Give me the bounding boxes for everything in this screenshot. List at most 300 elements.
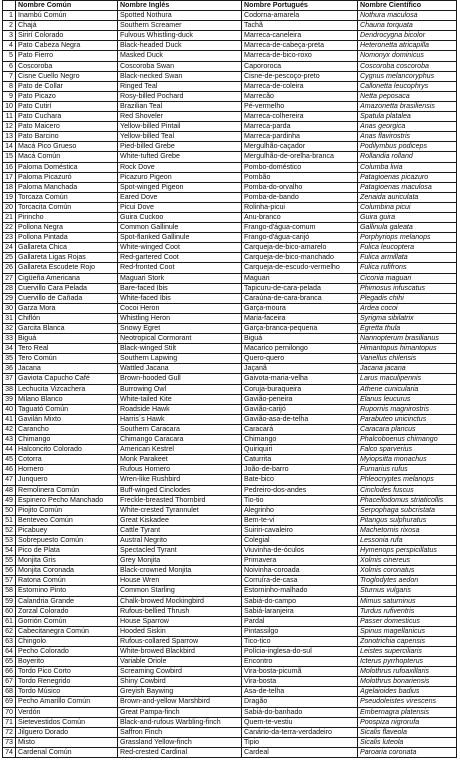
portuguese-name-cell: Polícia-inglesa-do-sul bbox=[242, 647, 358, 657]
row-number: 11 bbox=[3, 112, 16, 122]
table-header-row bbox=[3, 1, 457, 11]
portuguese-name-cell: Quem-te-vestiu bbox=[242, 717, 358, 727]
scientific-name-cell: Himantopus himantopus bbox=[358, 344, 457, 354]
scientific-name-cell: Jacana jacana bbox=[358, 364, 457, 374]
common-name-cell: Zorzal Colorado bbox=[16, 606, 118, 616]
common-name-cell: Ratona Común bbox=[16, 576, 118, 586]
scientific-name-cell: Sturnus vulgaris bbox=[358, 586, 457, 596]
english-name-cell: Brown-and-yellow Marshbird bbox=[118, 697, 242, 707]
portuguese-name-cell: Marreca-caneleira bbox=[242, 31, 358, 41]
table-row bbox=[3, 546, 457, 556]
portuguese-name-cell: Carqueja-de-bico-manchado bbox=[242, 253, 358, 263]
english-name-cell: Saffron Finch bbox=[118, 727, 242, 737]
portuguese-name-cell: Marreca-de-coleira bbox=[242, 81, 358, 91]
english-name-cell: Spectacled Tyrant bbox=[118, 546, 242, 556]
scientific-name-cell: Sicalis luteola bbox=[358, 737, 457, 747]
common-name-cell: Macá Común bbox=[16, 152, 118, 162]
table-row bbox=[3, 566, 457, 576]
scientific-name-cell: Nannopterum brasilianus bbox=[358, 334, 457, 344]
row-number: 66 bbox=[3, 667, 16, 677]
common-name-cell: Torcacita Común bbox=[16, 202, 118, 212]
english-name-cell: Brazilian Teal bbox=[118, 101, 242, 111]
scientific-name-cell: Icterus pyrrhopterus bbox=[358, 657, 457, 667]
table-row bbox=[3, 283, 457, 293]
table-row bbox=[3, 414, 457, 424]
table-row bbox=[3, 132, 457, 142]
scientific-name-cell: Patagioenas picazuro bbox=[358, 172, 457, 182]
row-number: 69 bbox=[3, 697, 16, 707]
row-number: 39 bbox=[3, 394, 16, 404]
table-row bbox=[3, 202, 457, 212]
scientific-name-cell: Fulica rufifrons bbox=[358, 263, 457, 273]
scientific-name-cell: Plegadis chihi bbox=[358, 293, 457, 303]
scientific-name-cell: Gallinula galeata bbox=[358, 223, 457, 233]
table-row bbox=[3, 677, 457, 687]
common-name-cell: Pico de Plata bbox=[16, 546, 118, 556]
scientific-name-cell: Zenaida auriculata bbox=[358, 192, 457, 202]
common-name-cell: Pecho Amarillo Común bbox=[16, 697, 118, 707]
row-number: 6 bbox=[3, 61, 16, 71]
portuguese-name-cell: Marrecão bbox=[242, 91, 358, 101]
table-row bbox=[3, 394, 457, 404]
common-name-cell: Gallareta Chica bbox=[16, 243, 118, 253]
species-table bbox=[2, 0, 457, 758]
table-row bbox=[3, 162, 457, 172]
scientific-name-cell: Phacellodomus striaticollis bbox=[358, 495, 457, 505]
table-row bbox=[3, 253, 457, 263]
english-name-cell: Yellow-billed Teal bbox=[118, 132, 242, 142]
scientific-name-cell: Mimus saturninus bbox=[358, 596, 457, 606]
portuguese-name-cell: Dragão bbox=[242, 697, 358, 707]
portuguese-name-cell: Maguari bbox=[242, 273, 358, 283]
portuguese-name-cell: Gaivota-maria-velha bbox=[242, 374, 358, 384]
english-name-cell: Coscoroba Swan bbox=[118, 61, 242, 71]
table-row bbox=[3, 647, 457, 657]
row-number: 29 bbox=[3, 293, 16, 303]
portuguese-name-cell: Marreca-de-bico-roxo bbox=[242, 51, 358, 61]
row-number: 63 bbox=[3, 636, 16, 646]
table-row bbox=[3, 324, 457, 334]
portuguese-name-cell: Biguá bbox=[242, 334, 358, 344]
scientific-name-cell: Callonetta leucophrys bbox=[358, 81, 457, 91]
common-name-cell: Macá Pico Grueso bbox=[16, 142, 118, 152]
portuguese-name-cell: Primavera bbox=[242, 556, 358, 566]
english-name-cell: Chimango Caracara bbox=[118, 435, 242, 445]
common-name-cell: Hornero bbox=[16, 465, 118, 475]
common-name-cell: Chajá bbox=[16, 21, 118, 31]
portuguese-name-cell: Carqueja-de-escudo-vermelho bbox=[242, 263, 358, 273]
scientific-name-cell: Lessonia rufa bbox=[358, 535, 457, 545]
common-name-cell: Sobrepuesto Común bbox=[16, 535, 118, 545]
english-name-cell: Shiny Cowbird bbox=[118, 677, 242, 687]
scientific-name-cell: Fulica leucoptera bbox=[358, 243, 457, 253]
table-row bbox=[3, 535, 457, 545]
scientific-name-cell: Hymenops perspicillatus bbox=[358, 546, 457, 556]
common-name-cell: Estornino Pinto bbox=[16, 586, 118, 596]
scientific-name-cell: Columbina picui bbox=[358, 202, 457, 212]
scientific-name-cell: Chauna torquata bbox=[358, 21, 457, 31]
scientific-name-cell: Pitangus sulphuratus bbox=[358, 515, 457, 525]
scientific-name-cell: Leistes superciliaris bbox=[358, 647, 457, 657]
table-row bbox=[3, 455, 457, 465]
english-name-cell: Grey Monjita bbox=[118, 556, 242, 566]
portuguese-name-cell: Pedreiro-dos-andes bbox=[242, 485, 358, 495]
scientific-name-cell: Poospiza nigrorufa bbox=[358, 717, 457, 727]
row-number: 50 bbox=[3, 505, 16, 515]
row-number: 49 bbox=[3, 495, 16, 505]
common-name-cell: Cigüeña Americana bbox=[16, 273, 118, 283]
common-name-cell: Cisne Cuello Negro bbox=[16, 71, 118, 81]
english-name-cell: Southern Caracara bbox=[118, 424, 242, 434]
row-number: 61 bbox=[3, 616, 16, 626]
table-row bbox=[3, 697, 457, 707]
portuguese-name-cell: Capororoca bbox=[242, 61, 358, 71]
scientific-name-cell: Dendrocygna bicolor bbox=[358, 31, 457, 41]
english-name-cell: Rufous-bellied Thrush bbox=[118, 606, 242, 616]
scientific-name-cell: Rupornis magnirostris bbox=[358, 404, 457, 414]
scientific-name-cell: Ardea cocoi bbox=[358, 303, 457, 313]
common-name-cell: Pato Cabeza Negra bbox=[16, 41, 118, 51]
english-name-cell: Black-crowned Monjita bbox=[118, 566, 242, 576]
common-name-cell: Pato Picazo bbox=[16, 91, 118, 101]
table-row bbox=[3, 41, 457, 51]
portuguese-name-cell: Quiriquiri bbox=[242, 445, 358, 455]
table-row bbox=[3, 515, 457, 525]
column-header-english-name: Nombre Inglés bbox=[118, 1, 242, 11]
row-number: 62 bbox=[3, 626, 16, 636]
scientific-name-cell: Rollandia rolland bbox=[358, 152, 457, 162]
portuguese-name-cell: Vira-bosta bbox=[242, 677, 358, 687]
row-number: 56 bbox=[3, 566, 16, 576]
portuguese-name-cell: Noivinha-coroada bbox=[242, 566, 358, 576]
portuguese-name-cell: Garça-moura bbox=[242, 303, 358, 313]
english-name-cell: Rosy-billed Pochard bbox=[118, 91, 242, 101]
portuguese-name-cell: Vira-bosta-picumã bbox=[242, 667, 358, 677]
english-name-cell: White-crested Tyrannulet bbox=[118, 505, 242, 515]
table-row bbox=[3, 112, 457, 122]
scientific-name-cell: Cygnus melancoryphus bbox=[358, 71, 457, 81]
english-name-cell: Chalk-browed Mockingbird bbox=[118, 596, 242, 606]
scientific-name-cell: Columba livia bbox=[358, 162, 457, 172]
table-row bbox=[3, 525, 457, 535]
portuguese-name-cell: Sabiá-do-banhado bbox=[242, 707, 358, 717]
english-name-cell: Grassland Yellow-finch bbox=[118, 737, 242, 747]
table-row bbox=[3, 596, 457, 606]
portuguese-name-cell: Estorninho-malhado bbox=[242, 586, 358, 596]
scientific-name-cell: Zonotrichia capensis bbox=[358, 636, 457, 646]
table-row bbox=[3, 91, 457, 101]
portuguese-name-cell: Tico-tico bbox=[242, 636, 358, 646]
row-number: 30 bbox=[3, 303, 16, 313]
table-row bbox=[3, 616, 457, 626]
portuguese-name-cell: Codorna-amarela bbox=[242, 11, 358, 21]
row-number: 13 bbox=[3, 132, 16, 142]
english-name-cell: Buff-winged Cinclodes bbox=[118, 485, 242, 495]
row-number: 25 bbox=[3, 253, 16, 263]
english-name-cell: Black-necked Swan bbox=[118, 71, 242, 81]
common-name-cell: Calandria Grande bbox=[16, 596, 118, 606]
row-number: 24 bbox=[3, 243, 16, 253]
table-row bbox=[3, 556, 457, 566]
english-name-cell: White-tailed Kite bbox=[118, 394, 242, 404]
english-name-cell: Hooded Siskin bbox=[118, 626, 242, 636]
scientific-name-cell: Phleocryptes melanops bbox=[358, 475, 457, 485]
scientific-name-cell: Anas georgica bbox=[358, 122, 457, 132]
scientific-name-cell: Agelaioides badius bbox=[358, 687, 457, 697]
scientific-name-cell: Myiopsitta monachus bbox=[358, 455, 457, 465]
table-row bbox=[3, 152, 457, 162]
english-name-cell: Southern Lapwing bbox=[118, 354, 242, 364]
row-number: 59 bbox=[3, 596, 16, 606]
portuguese-name-cell: Coruja-buraqueira bbox=[242, 384, 358, 394]
english-name-cell: Common Starling bbox=[118, 586, 242, 596]
row-number: 52 bbox=[3, 525, 16, 535]
common-name-cell: Cardenal Común bbox=[16, 747, 118, 757]
english-name-cell: White-winged Coot bbox=[118, 243, 242, 253]
portuguese-name-cell: Corruíra-de-casa bbox=[242, 576, 358, 586]
english-name-cell: White-tufted Grebe bbox=[118, 152, 242, 162]
table-row bbox=[3, 354, 457, 364]
english-name-cell: Fulvous Whistling-duck bbox=[118, 31, 242, 41]
row-number: 15 bbox=[3, 152, 16, 162]
portuguese-name-cell: Caracará bbox=[242, 424, 358, 434]
common-name-cell: Junquero bbox=[16, 475, 118, 485]
table-body bbox=[3, 11, 457, 758]
table-row bbox=[3, 687, 457, 697]
row-number: 4 bbox=[3, 41, 16, 51]
english-name-cell: Black-and-rufous Warbling-finch bbox=[118, 717, 242, 727]
portuguese-name-cell: Gavião-peneira bbox=[242, 394, 358, 404]
english-name-cell: Masked Duck bbox=[118, 51, 242, 61]
common-name-cell: Paloma Manchada bbox=[16, 182, 118, 192]
table-row bbox=[3, 303, 457, 313]
table-row bbox=[3, 81, 457, 91]
row-number: 72 bbox=[3, 727, 16, 737]
row-number: 2 bbox=[3, 21, 16, 31]
scientific-name-cell: Xolmis cinereus bbox=[358, 556, 457, 566]
common-name-cell: Halconcito Colorado bbox=[16, 445, 118, 455]
scientific-name-cell: Vanellus chilensis bbox=[358, 354, 457, 364]
english-name-cell: Harris´s Hawk bbox=[118, 414, 242, 424]
common-name-cell: Torcaza Común bbox=[16, 192, 118, 202]
portuguese-name-cell: Sabiá-do-campo bbox=[242, 596, 358, 606]
scientific-name-cell: Guira guira bbox=[358, 212, 457, 222]
english-name-cell: Spot-flanked Gallinule bbox=[118, 233, 242, 243]
common-name-cell: Paloma Doméstica bbox=[16, 162, 118, 172]
table-row bbox=[3, 293, 457, 303]
common-name-cell: Pato Fierro bbox=[16, 51, 118, 61]
common-name-cell: Sirirí Colorado bbox=[16, 31, 118, 41]
table-row bbox=[3, 122, 457, 132]
portuguese-name-cell: Pombão bbox=[242, 172, 358, 182]
table-row bbox=[3, 273, 457, 283]
common-name-cell: Pato Cuchara bbox=[16, 112, 118, 122]
common-name-cell: Misto bbox=[16, 737, 118, 747]
common-name-cell: Tordo Renegrido bbox=[16, 677, 118, 687]
row-number: 20 bbox=[3, 202, 16, 212]
table-row bbox=[3, 667, 457, 677]
english-name-cell: Variable Oriole bbox=[118, 657, 242, 667]
row-number: 10 bbox=[3, 101, 16, 111]
portuguese-name-cell: Tio-tio bbox=[242, 495, 358, 505]
row-number: 16 bbox=[3, 162, 16, 172]
common-name-cell: Gallareta Escudete Rojo bbox=[16, 263, 118, 273]
english-name-cell: Rufous-collared Sparrow bbox=[118, 636, 242, 646]
table-row bbox=[3, 11, 457, 21]
english-name-cell: White-browed Blackbird bbox=[118, 647, 242, 657]
scientific-name-cell: Paroaria coronata bbox=[358, 747, 457, 757]
scientific-name-cell: Embernagra platensis bbox=[358, 707, 457, 717]
table-row bbox=[3, 334, 457, 344]
portuguese-name-cell: Cardeal bbox=[242, 747, 358, 757]
english-name-cell: Pied-billed Grebe bbox=[118, 142, 242, 152]
english-name-cell: American Kestrel bbox=[118, 445, 242, 455]
english-name-cell: Burrowing Owl bbox=[118, 384, 242, 394]
row-number: 27 bbox=[3, 273, 16, 283]
table-row bbox=[3, 233, 457, 243]
scientific-name-cell: Molothrus bonariensis bbox=[358, 677, 457, 687]
scientific-name-cell: Nothura maculosa bbox=[358, 11, 457, 21]
common-name-cell: Chimango bbox=[16, 435, 118, 445]
row-number: 43 bbox=[3, 435, 16, 445]
table-row bbox=[3, 445, 457, 455]
common-name-cell: Pollona Negra bbox=[16, 223, 118, 233]
row-number: 36 bbox=[3, 364, 16, 374]
scientific-name-cell: Patagioenas maculosa bbox=[358, 182, 457, 192]
row-number: 68 bbox=[3, 687, 16, 697]
common-name-cell: Pato Maicero bbox=[16, 122, 118, 132]
common-name-cell: Picabuey bbox=[16, 525, 118, 535]
scientific-name-cell: Athene cunicularia bbox=[358, 384, 457, 394]
portuguese-name-cell: Mergulhão-caçador bbox=[242, 142, 358, 152]
scientific-name-cell: Xolmis coronatus bbox=[358, 566, 457, 576]
row-number: 23 bbox=[3, 233, 16, 243]
common-name-cell: Tordo Músico bbox=[16, 687, 118, 697]
scientific-name-cell: Coscoroba coscoroba bbox=[358, 61, 457, 71]
portuguese-name-cell: Pé-vermelho bbox=[242, 101, 358, 111]
table-row bbox=[3, 657, 457, 667]
row-number: 42 bbox=[3, 424, 16, 434]
portuguese-name-cell: Marreca-de-cabeça-preta bbox=[242, 41, 358, 51]
column-header-portuguese-name: Nombre Portugués bbox=[242, 1, 358, 11]
species-table-container bbox=[2, 0, 456, 758]
portuguese-name-cell: Chimango bbox=[242, 435, 358, 445]
english-name-cell: Black-winged Stilt bbox=[118, 344, 242, 354]
row-number: 26 bbox=[3, 263, 16, 273]
common-name-cell: Paloma Picazuró bbox=[16, 172, 118, 182]
table-row bbox=[3, 263, 457, 273]
portuguese-name-cell: Marreca-colhereira bbox=[242, 112, 358, 122]
scientific-name-cell: Elanus leucurus bbox=[358, 394, 457, 404]
table-row bbox=[3, 747, 457, 757]
english-name-cell: Yellow-billed Pintail bbox=[118, 122, 242, 132]
table-row bbox=[3, 495, 457, 505]
portuguese-name-cell: Asa-de-telha bbox=[242, 687, 358, 697]
common-name-cell: Pirincho bbox=[16, 212, 118, 222]
portuguese-name-cell: Tachã bbox=[242, 21, 358, 31]
scientific-name-cell: Spatula platalea bbox=[358, 112, 457, 122]
portuguese-name-cell: Frango-d'água-comum bbox=[242, 223, 358, 233]
row-number: 65 bbox=[3, 657, 16, 667]
portuguese-name-cell: Rolinha-picui bbox=[242, 202, 358, 212]
column-header-common-name: Nombre Común bbox=[16, 1, 118, 11]
english-name-cell: Roadside Hawk bbox=[118, 404, 242, 414]
scientific-name-cell: Passer domesticus bbox=[358, 616, 457, 626]
common-name-cell: Pato de Collar bbox=[16, 81, 118, 91]
portuguese-name-cell: Tapicuru-de-cara-pelada bbox=[242, 283, 358, 293]
scientific-name-cell: Fulica armillata bbox=[358, 253, 457, 263]
portuguese-name-cell: Gavião-asa-de-telha bbox=[242, 414, 358, 424]
table-row bbox=[3, 313, 457, 323]
scientific-name-cell: Parabuteo unicinctus bbox=[358, 414, 457, 424]
row-number: 14 bbox=[3, 142, 16, 152]
row-number: 45 bbox=[3, 455, 16, 465]
row-number: 48 bbox=[3, 485, 16, 495]
portuguese-name-cell: Bate-bico bbox=[242, 475, 358, 485]
table-row bbox=[3, 727, 457, 737]
common-name-cell: Monjita Gris bbox=[16, 556, 118, 566]
row-number: 67 bbox=[3, 677, 16, 687]
row-number: 37 bbox=[3, 374, 16, 384]
common-name-cell: Gorrión Común bbox=[16, 616, 118, 626]
scientific-name-cell: Machetornis rixosa bbox=[358, 525, 457, 535]
common-name-cell: Biguá bbox=[16, 334, 118, 344]
table-row bbox=[3, 71, 457, 81]
scientific-name-cell: Caracara plancus bbox=[358, 424, 457, 434]
table-row bbox=[3, 31, 457, 41]
common-name-cell: Garcita Blanca bbox=[16, 324, 118, 334]
english-name-cell: Greyish Baywing bbox=[118, 687, 242, 697]
portuguese-name-cell: Pomba-do-orvalho bbox=[242, 182, 358, 192]
scientific-name-cell: Serpophaga subcristata bbox=[358, 505, 457, 515]
scientific-name-cell: Ciconia maguari bbox=[358, 273, 457, 283]
common-name-cell: Cotorra bbox=[16, 455, 118, 465]
common-name-cell: Pecho Colorado bbox=[16, 647, 118, 657]
portuguese-name-cell: Gavião-carijó bbox=[242, 404, 358, 414]
row-number: 12 bbox=[3, 122, 16, 132]
english-name-cell: Great Pampa-finch bbox=[118, 707, 242, 717]
scientific-name-cell: Netta peposaca bbox=[358, 91, 457, 101]
english-name-cell: Wren-like Rushbird bbox=[118, 475, 242, 485]
common-name-cell: Inambú Común bbox=[16, 11, 118, 21]
english-name-cell: Brown-hooded Gull bbox=[118, 374, 242, 384]
english-name-cell: Red Shoveler bbox=[118, 112, 242, 122]
portuguese-name-cell: João-de-barro bbox=[242, 465, 358, 475]
scientific-name-cell: Troglodytes aedon bbox=[358, 576, 457, 586]
portuguese-name-cell: Sabiá-laranjeira bbox=[242, 606, 358, 616]
portuguese-name-cell: Alegrinho bbox=[242, 505, 358, 515]
common-name-cell: Gaviota Capucho Café bbox=[16, 374, 118, 384]
table-row bbox=[3, 586, 457, 596]
portuguese-name-cell: Colegial bbox=[242, 535, 358, 545]
row-number: 58 bbox=[3, 586, 16, 596]
english-name-cell: Spot-winged Pigeon bbox=[118, 182, 242, 192]
row-number: 19 bbox=[3, 192, 16, 202]
common-name-cell: Garza Mora bbox=[16, 303, 118, 313]
table-row bbox=[3, 435, 457, 445]
row-number: 32 bbox=[3, 324, 16, 334]
column-header-number bbox=[3, 1, 16, 11]
english-name-cell: Picazuro Pigeon bbox=[118, 172, 242, 182]
row-number: 22 bbox=[3, 223, 16, 233]
common-name-cell: Sietevestidos Común bbox=[16, 717, 118, 727]
row-number: 64 bbox=[3, 647, 16, 657]
english-name-cell: Guira Cuckoo bbox=[118, 212, 242, 222]
english-name-cell: Rufous Hornero bbox=[118, 465, 242, 475]
row-number: 17 bbox=[3, 172, 16, 182]
portuguese-name-cell: Suiriri-cavaleiro bbox=[242, 525, 358, 535]
row-number: 31 bbox=[3, 313, 16, 323]
